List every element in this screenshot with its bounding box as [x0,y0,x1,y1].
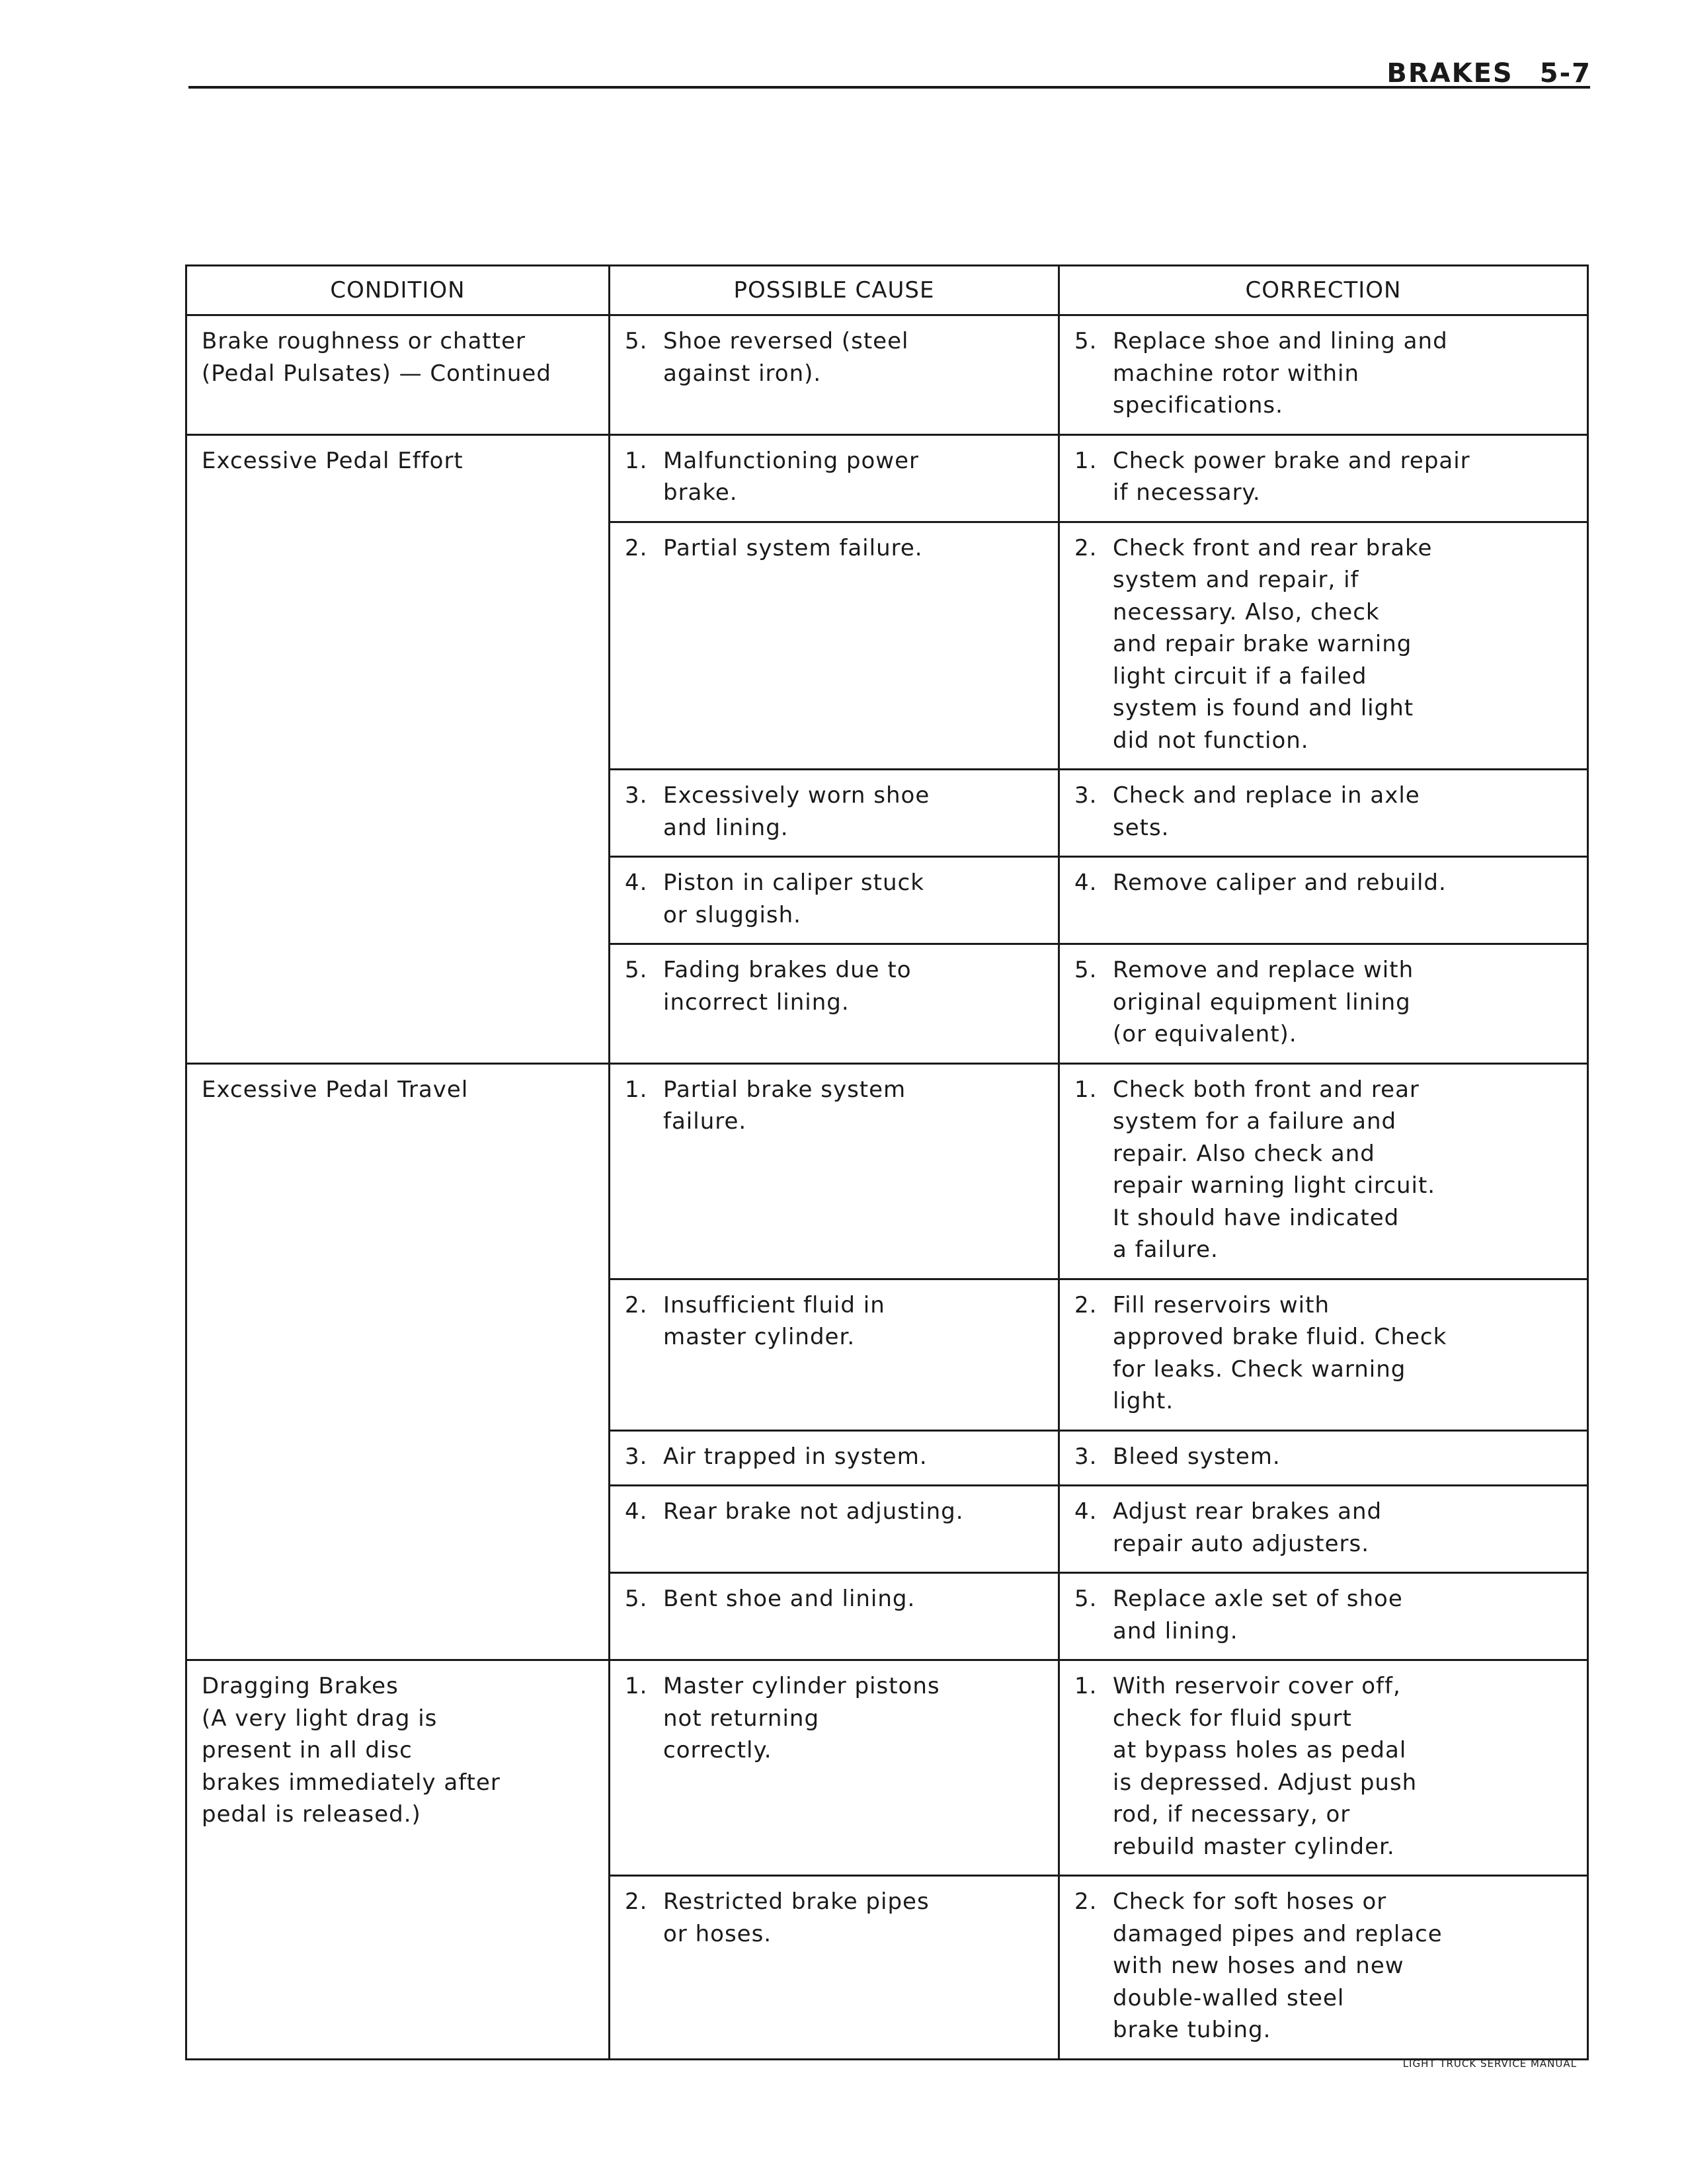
correction-text: Check both front and rear system for a failure and repair. Also check and repair warning light circuit. It should have indicated a failure. [1113,1076,1436,1263]
cause-number: 2. [625,1291,648,1318]
cause-cell [610,770,1059,857]
correction-number: 5. [1074,1586,1098,1612]
cause-number: 1. [625,1673,648,1699]
cause-text: Master cylinder pistons not returning correctly. [663,1673,940,1763]
cause-text: Partial brake system failure. [663,1076,906,1135]
correction-text: Check and replace in axle sets. [1113,782,1420,841]
cause-cell [610,944,1059,1064]
correction-cell [1059,944,1588,1064]
correction-cell [1059,857,1588,944]
cause-text: Piston in caliper stuck or sluggish. [663,870,924,928]
cause-text: Rear brake not adjusting. [663,1498,964,1525]
correction-cell [1059,1279,1588,1430]
correction-number: 3. [1074,1443,1098,1470]
cause-number: 4. [625,1498,648,1525]
page-header [1386,58,1591,89]
correction-cell [1059,522,1588,770]
correction-number: 1. [1074,1673,1098,1699]
table-header-row [186,266,1588,315]
correction-text: Replace shoe and lining and machine rotor within specifications. [1113,328,1448,419]
correction-number: 3. [1074,782,1098,809]
correction-number: 5. [1074,328,1098,354]
correction-cell [1059,1660,1588,1876]
cause-text: Restricted brake pipes or hoses. [663,1888,930,1947]
cause-number: 2. [625,534,648,561]
cause-text: Shoe reversed (steel against iron). [663,328,909,387]
section-title: BRAKES [1386,58,1513,89]
cause-cell [610,1279,1059,1430]
correction-number: 5. [1074,957,1098,983]
footer-manual-title: LIGHT TRUCK SERVICE MANUAL [1402,2058,1577,2070]
correction-number: 2. [1074,1291,1098,1318]
correction-text: Check for soft hoses or damaged pipes and replace with new hoses and new double-walled steel brake tubing. [1113,1888,1443,2043]
cause-cell [610,1876,1059,2060]
cause-cell [610,315,1059,435]
page-number: 5-7 [1539,58,1591,89]
correction-cell [1059,315,1588,435]
cause-text: Insufficient fluid in master cylinder. [663,1291,885,1350]
correction-cell [1059,1430,1588,1486]
correction-cell [1059,1573,1588,1660]
table-row [186,434,1588,522]
cause-text: Excessively worn shoe and lining. [663,782,930,841]
correction-text: Bleed system. [1113,1443,1281,1470]
correction-number: 1. [1074,1076,1098,1103]
correction-text: Remove and replace with original equipment lining (or equivalent). [1113,957,1414,1047]
cause-number: 3. [625,1443,648,1470]
header-correction: CORRECTION [1059,266,1588,315]
correction-text: Check power brake and repair if necessary. [1113,447,1470,506]
cause-number: 3. [625,782,648,809]
cause-cell [610,1660,1059,1876]
condition-cell: Excessive Pedal Effort [186,434,610,1063]
cause-cell [610,857,1059,944]
header-condition: CONDITION [186,266,610,315]
correction-cell [1059,1876,1588,2060]
correction-number: 1. [1074,447,1098,474]
cause-cell [610,1063,1059,1279]
cause-text: Partial system failure. [663,534,923,561]
cause-text: Fading brakes due to incorrect lining. [663,957,912,1016]
cause-cell [610,1486,1059,1573]
cause-number: 2. [625,1888,648,1915]
correction-number: 4. [1074,870,1098,896]
correction-text: Fill reservoirs with approved brake fluid. Check for leaks. Check warning light. [1113,1291,1447,1414]
header-possible-cause: POSSIBLE CAUSE [610,266,1059,315]
correction-number: 2. [1074,1888,1098,1915]
correction-text: Check front and rear brake system and repair, if necessary. Also, check and repair brake warning light circuit if a failed system is found and light did not function. [1113,534,1433,754]
cause-number: 1. [625,447,648,474]
correction-cell [1059,434,1588,522]
cause-cell [610,522,1059,770]
cause-text: Air trapped in system. [663,1443,928,1470]
troubleshooting-table [185,264,1589,2060]
condition-cell: Brake roughness or chatter (Pedal Pulsates) — Continued [186,315,610,435]
correction-text: Remove caliper and rebuild. [1113,870,1447,896]
header-rule [188,86,1590,89]
table-row [186,315,1588,435]
cause-cell [610,1573,1059,1660]
correction-text: With reservoir cover off, check for fluid spurt at bypass holes as pedal is depressed. Adjust push rod, if necessary, or rebuild master cylinder. [1113,1673,1418,1860]
cause-cell [610,434,1059,522]
cause-number: 5. [625,328,648,354]
cause-number: 5. [625,1586,648,1612]
table-row [186,1660,1588,1876]
correction-cell [1059,1063,1588,1279]
table-row [186,1063,1588,1279]
cause-number: 1. [625,1076,648,1103]
cause-cell [610,1430,1059,1486]
cause-number: 5. [625,957,648,983]
correction-number: 2. [1074,534,1098,561]
cause-text: Bent shoe and lining. [663,1586,916,1612]
condition-cell: Dragging Brakes (A very light drag is present in all disc brakes immediately after pedal is released.) [186,1660,610,2060]
condition-cell: Excessive Pedal Travel [186,1063,610,1660]
correction-cell [1059,1486,1588,1573]
cause-text: Malfunctioning power brake. [663,447,919,506]
cause-number: 4. [625,870,648,896]
correction-text: Replace axle set of shoe and lining. [1113,1586,1403,1644]
correction-number: 4. [1074,1498,1098,1525]
correction-cell [1059,770,1588,857]
correction-text: Adjust rear brakes and repair auto adjusters. [1113,1498,1383,1557]
